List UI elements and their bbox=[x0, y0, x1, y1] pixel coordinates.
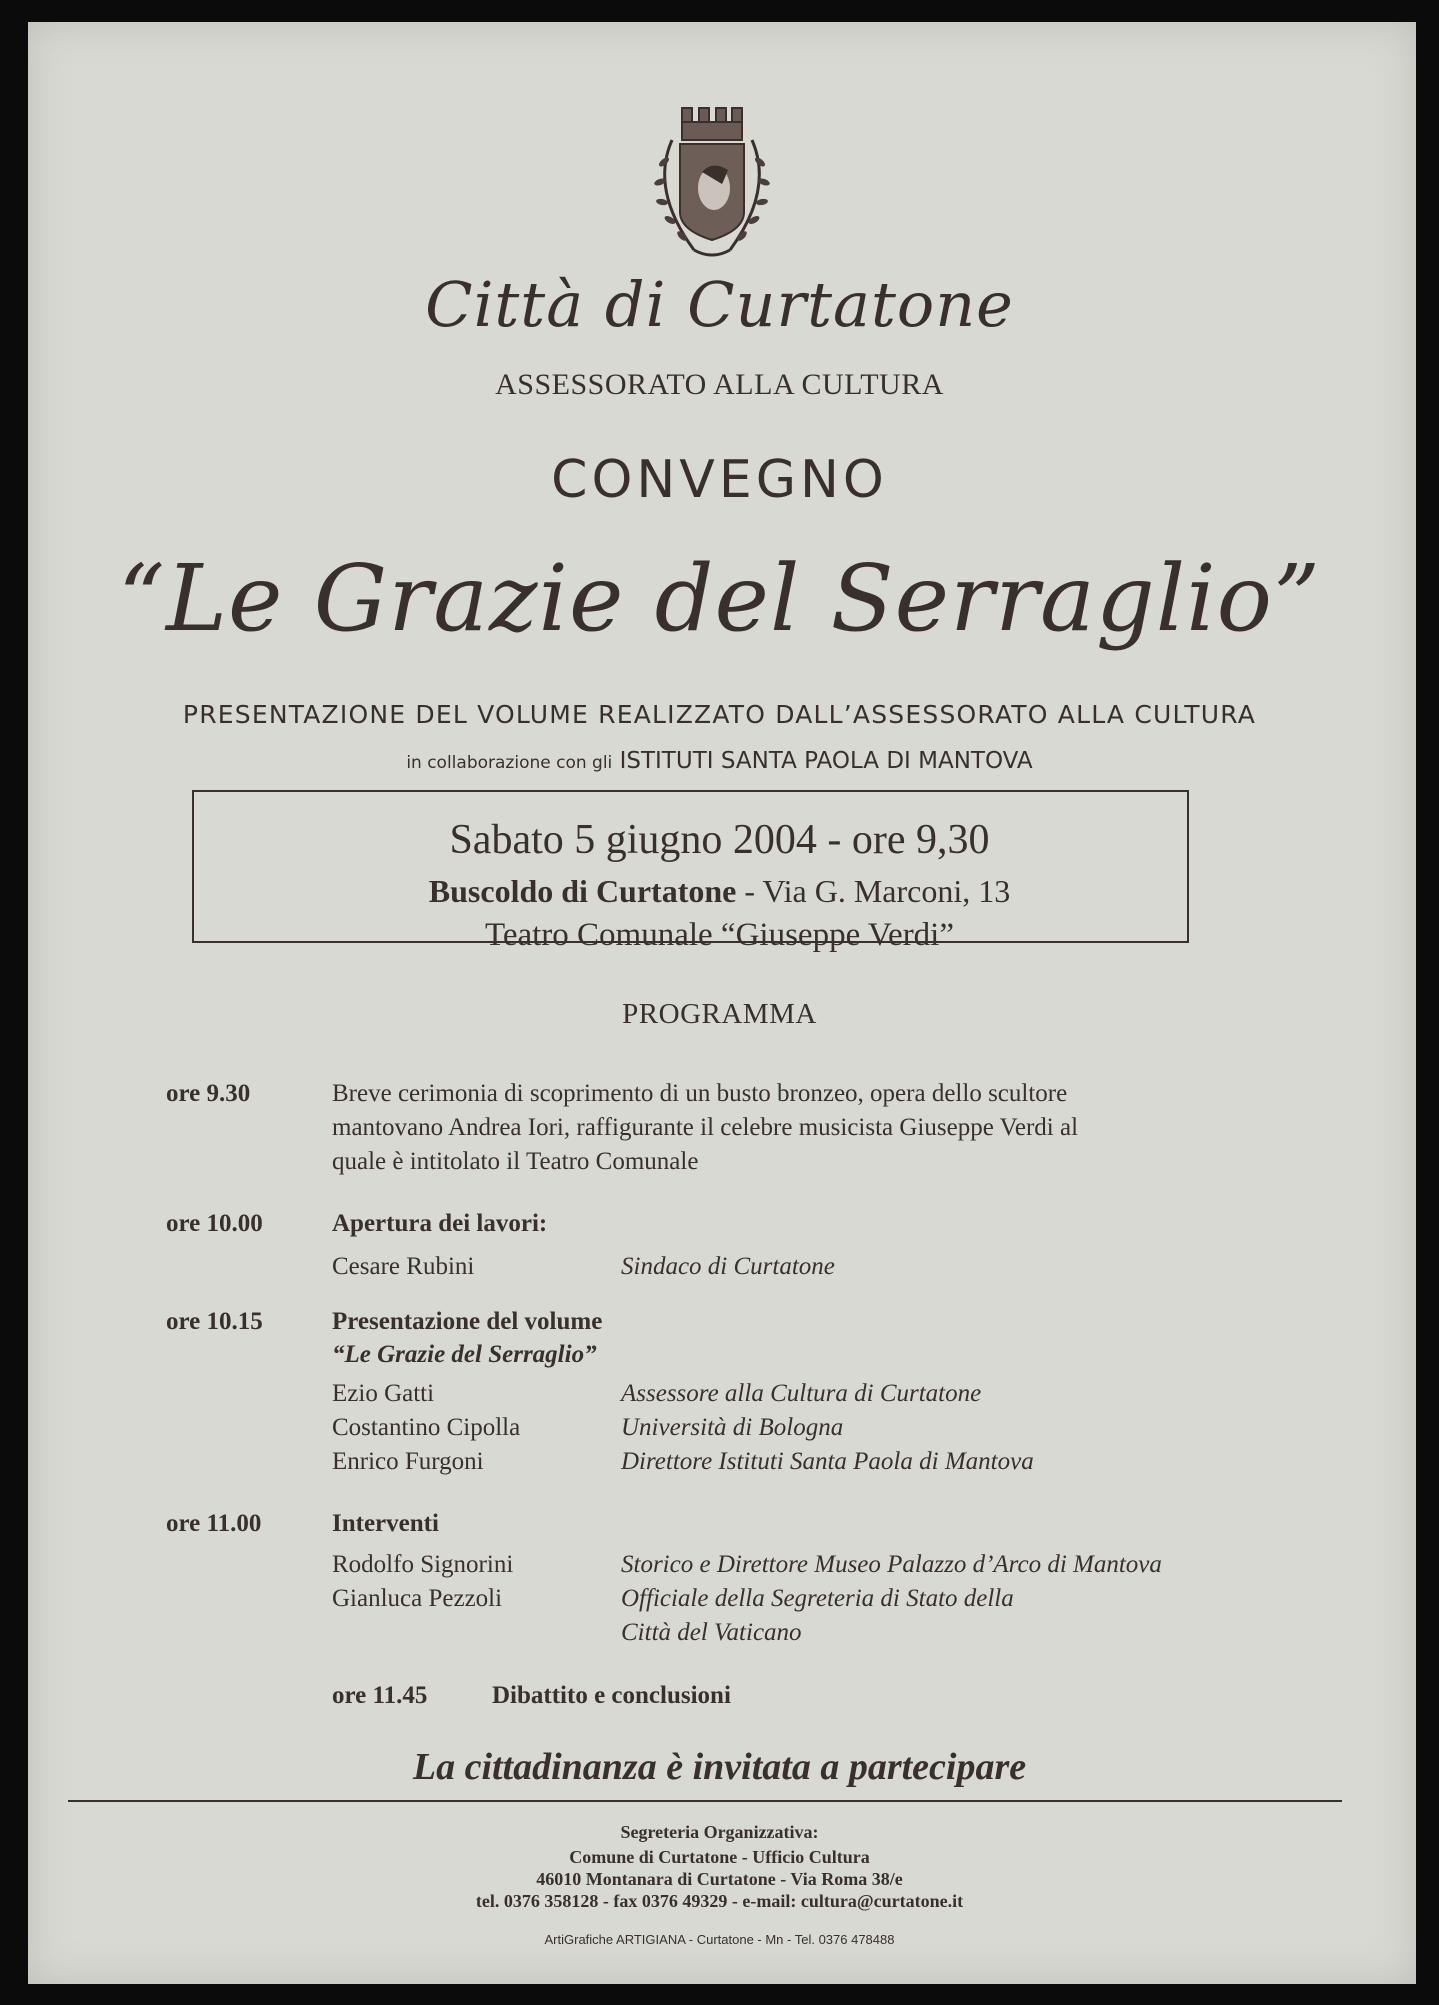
invitation-line: La cittadinanza è invitata a partecipare bbox=[412, 1746, 1027, 1788]
session-heading: Dibattito e conclusioni bbox=[492, 1682, 731, 1709]
event-type-heading: CONVEGNO bbox=[551, 450, 888, 510]
speaker-role: Direttore Istituti Santa Paola di Mantova bbox=[621, 1448, 1034, 1475]
footer-divider bbox=[68, 1800, 1342, 1802]
coat-of-arms-icon bbox=[632, 100, 792, 270]
description-line: Breve cerimonia di scoprimento di un busto bronzeo, opera dello scultore bbox=[332, 1080, 1068, 1107]
session-time: ore 11.45 bbox=[332, 1682, 428, 1709]
collab-name: ISTITUTI SANTA PAOLA DI MANTOVA bbox=[619, 748, 1033, 774]
session-time: ore 10.15 bbox=[166, 1308, 263, 1335]
speaker-role: Officiale della Segreteria di Stato della bbox=[621, 1585, 1014, 1612]
speaker-name: Ezio Gatti bbox=[332, 1380, 435, 1407]
footer-line: Segreteria Organizzativa: bbox=[620, 1822, 819, 1842]
event-date: Sabato 5 giugno 2004 - ore 9,30 bbox=[449, 817, 990, 863]
session-time: ore 9.30 bbox=[166, 1080, 251, 1107]
footer-contact-line: tel. 0376 358128 - fax 0376 49329 - e-mail: cultura@curtatone.it bbox=[475, 1891, 964, 1911]
city-name: Città di Curtatone bbox=[425, 268, 1014, 341]
footer-line: Comune di Curtatone - Ufficio Cultura bbox=[569, 1847, 870, 1867]
session-heading: Apertura dei lavori: bbox=[332, 1210, 548, 1237]
event-place bbox=[0, 873, 1439, 910]
program-heading: PROGRAMMA bbox=[622, 998, 817, 1030]
speaker-name: Gianluca Pezzoli bbox=[332, 1585, 503, 1612]
speaker-name: Enrico Furgoni bbox=[332, 1448, 484, 1475]
event-place-address: - Via G. Marconi, 13 bbox=[736, 873, 1011, 909]
event-subtitle: PRESENTAZIONE DEL VOLUME REALIZZATO DALL’ASSESSORATO ALLA CULTURA bbox=[182, 700, 1257, 729]
session-heading: Presentazione del volume bbox=[332, 1308, 603, 1335]
department-label: ASSESSORATO ALLA CULTURA bbox=[495, 368, 944, 401]
speaker-name: Cesare Rubini bbox=[332, 1253, 475, 1280]
footer-line: 46010 Montanara di Curtatone - Via Roma 38/e bbox=[536, 1869, 903, 1889]
speaker-name: Rodolfo Signorini bbox=[332, 1551, 514, 1578]
description-line: quale è intitolato il Teatro Comunale bbox=[332, 1148, 699, 1175]
collab-prefix: in collaborazione con gli bbox=[406, 753, 613, 773]
description-line: mantovano Andrea Iori, raffigurante il celebre musicista Giuseppe Verdi al bbox=[332, 1114, 1079, 1141]
speaker-role: Storico e Direttore Museo Palazzo d’Arco di Mantova bbox=[621, 1551, 1162, 1578]
speaker-name: Costantino Cipolla bbox=[332, 1414, 521, 1441]
event-place-town: Buscoldo di Curtatone bbox=[428, 873, 737, 909]
speaker-role: Università di Bologna bbox=[621, 1414, 844, 1441]
collaboration-line bbox=[0, 748, 1439, 774]
speaker-role-continuation: Città del Vaticano bbox=[621, 1619, 802, 1646]
session-description bbox=[332, 1077, 1078, 1179]
session-heading: Interventi bbox=[332, 1510, 439, 1537]
printer-credit: ArtiGrafiche ARTIGIANA - Curtatone - Mn - Tel. 0376 478488 bbox=[544, 1932, 895, 1947]
session-time: ore 11.00 bbox=[166, 1510, 262, 1537]
book-title: “Le Grazie del Serraglio” bbox=[332, 1341, 597, 1368]
speaker-role: Sindaco di Curtatone bbox=[621, 1253, 835, 1280]
session-time: ore 10.00 bbox=[166, 1210, 263, 1237]
event-title: “Le Grazie del Serraglio” bbox=[117, 545, 1322, 652]
speaker-role: Assessore alla Cultura di Curtatone bbox=[621, 1380, 982, 1407]
event-theatre: Teatro Comunale “Giuseppe Verdi” bbox=[484, 917, 954, 953]
